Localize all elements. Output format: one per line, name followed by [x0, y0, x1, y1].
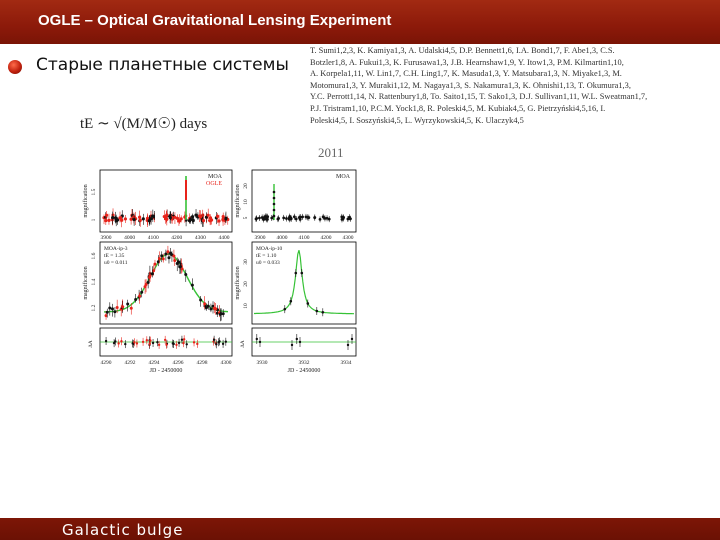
fit-parameter: MOA-ip-3: [104, 246, 128, 252]
data-point: [295, 272, 298, 275]
data-point: [145, 283, 148, 286]
data-point: [218, 340, 220, 342]
data-point: [173, 259, 176, 262]
x-tick-label: 4200: [171, 235, 183, 241]
y-tick-label: 20: [243, 183, 249, 189]
data-point: [265, 215, 268, 218]
legend-ogle: OGLE: [206, 181, 222, 187]
data-point: [316, 310, 319, 313]
data-point: [225, 341, 227, 343]
data-point: [181, 338, 183, 340]
y-axis-label: magnification: [83, 266, 89, 300]
data-point: [106, 311, 109, 314]
x-tick-label: 4100: [147, 235, 159, 241]
data-point: [196, 343, 198, 345]
data-point: [130, 307, 133, 310]
y-tick-label: 1.4: [91, 278, 97, 286]
fit-parameter: MOA-ip-10: [256, 246, 283, 252]
data-point: [158, 344, 160, 346]
data-point: [199, 215, 202, 218]
data-point: [176, 262, 179, 265]
data-point: [149, 274, 152, 277]
data-point: [175, 344, 177, 346]
data-point: [153, 263, 156, 266]
x-tick-label: 3930: [256, 360, 268, 366]
data-point: [114, 216, 117, 219]
data-point: [305, 216, 308, 219]
x-axis-label: JD - 2450000: [287, 368, 321, 374]
data-point: [351, 338, 353, 340]
x-tick-label: 3900: [254, 235, 266, 241]
data-point: [104, 219, 107, 222]
data-point: [164, 253, 167, 256]
data-point: [273, 215, 276, 218]
data-point: [191, 215, 194, 218]
x-tick-label: 4294: [148, 360, 160, 366]
data-point: [349, 217, 352, 220]
data-point: [173, 216, 176, 219]
x-tick-label: 4300: [194, 235, 206, 241]
y-axis-label: magnification: [235, 184, 241, 218]
data-point: [151, 272, 154, 275]
fit-parameter: tE = 1.10: [256, 253, 277, 259]
residual-label: ΔA: [240, 340, 246, 348]
data-point: [156, 341, 158, 343]
data-point: [126, 302, 129, 305]
data-point: [263, 216, 266, 219]
data-point: [216, 215, 219, 218]
data-point: [165, 218, 168, 221]
data-point: [133, 341, 135, 343]
data-point: [217, 219, 220, 222]
data-point: [273, 209, 276, 212]
page-title: OGLE – Optical Gravitational Lensing Experiment: [38, 12, 392, 29]
data-point: [113, 342, 115, 344]
x-tick-label: 3900: [100, 235, 112, 241]
author-line: T. Sumi1,2,3, K. Kamiya1,3, A. Udalski4,5, D.P. Bennett1,6, I.A. Bond1,7, F. Abe1,3, C.S.: [310, 46, 615, 55]
data-point: [319, 218, 322, 221]
y-axis-label: magnification: [83, 184, 89, 218]
data-point: [193, 341, 195, 343]
data-point: [258, 217, 261, 220]
y-tick-label: 10: [243, 199, 249, 205]
data-point: [284, 308, 287, 311]
author-line: P.J. Tristram1,10, P.C.M. Yock1,8, R. Poleski4,5, M. Kubiak4,5, G. Pietrzyński4,5,16, I.: [310, 103, 606, 113]
x-tick-label: 4296: [172, 360, 184, 366]
y-tick-label: 20: [243, 281, 249, 287]
data-point: [328, 218, 331, 221]
data-point: [213, 339, 215, 341]
y-tick-label: 5: [243, 216, 249, 220]
data-point: [313, 216, 316, 219]
data-point: [191, 284, 194, 287]
x-tick-label: 4400: [218, 235, 230, 241]
x-tick-label: 4300: [342, 235, 354, 241]
x-tick-label: 4200: [320, 235, 332, 241]
data-point: [117, 342, 119, 344]
timescale-formula: tE ∼ √(M/M☉) days: [80, 116, 208, 132]
data-point: [158, 257, 161, 260]
x-tick-label: 4100: [298, 235, 310, 241]
gap: [155, 171, 161, 231]
data-point: [213, 307, 216, 310]
data-point: [215, 343, 217, 345]
bullet-icon: [8, 60, 22, 74]
data-point: [221, 218, 224, 221]
data-point: [186, 343, 188, 345]
y-tick-label: 1.6: [91, 252, 97, 260]
data-point: [136, 342, 138, 344]
author-list: [310, 45, 715, 126]
data-point: [205, 306, 208, 309]
y-axis-label: magnification: [235, 266, 241, 300]
data-point: [199, 299, 202, 302]
legend-moa: MOA: [335, 174, 350, 180]
data-point: [194, 213, 197, 216]
x-tick-label: 4290: [100, 360, 112, 366]
data-point: [347, 344, 349, 346]
data-point: [301, 216, 304, 219]
data-point: [140, 291, 143, 294]
data-point: [169, 216, 172, 219]
data-point: [105, 340, 107, 342]
data-point: [255, 217, 258, 220]
data-point: [149, 343, 151, 345]
author-line: Poleski4,5, I. Soszyński4,5, L. Wyrzykowski4,5, K. Ulaczyk4,5: [310, 115, 524, 125]
x-tick-label: 3934: [340, 360, 352, 366]
x-axis-label: JD - 2450000: [149, 368, 183, 374]
data-point: [121, 305, 124, 308]
data-point: [203, 302, 206, 305]
residual-label: ΔA: [88, 340, 94, 348]
data-point: [307, 302, 310, 305]
data-point: [207, 214, 210, 217]
data-point: [285, 217, 288, 220]
fit-parameter: u0 = 0.033: [256, 260, 280, 266]
author-line: Y.C. Perrott1,14, N. Rattenbury1,8, To. Saito1,15, T. Sako1,3, D.J. Sullivan1,11, W.L. Sweatman1,7,: [310, 92, 648, 102]
data-point: [120, 340, 122, 342]
data-point: [299, 218, 302, 221]
data-point: [295, 218, 298, 221]
data-point: [222, 343, 224, 345]
data-point: [288, 215, 291, 218]
data-point: [124, 343, 126, 345]
data-point: [124, 217, 127, 220]
publication-year: 2011: [318, 145, 344, 160]
data-point: [296, 338, 298, 340]
data-point: [138, 216, 141, 219]
data-point: [142, 217, 145, 220]
data-point: [107, 219, 110, 222]
data-point: [116, 306, 119, 309]
data-point: [341, 218, 344, 221]
data-point: [202, 219, 205, 222]
slide-subtitle: Старые планетные системы: [36, 55, 289, 75]
footer-bar: [0, 518, 720, 540]
data-point: [118, 216, 121, 219]
author-line: A. Korpela1,11, W. Lin1,7, C.H. Ling1,7, K. Masuda1,3, Y. Matsubara1,3, N. Miyake1,3, M.: [310, 69, 622, 79]
x-tick-label: 4292: [124, 360, 136, 366]
data-point: [209, 308, 212, 311]
fit-parameter: u0 = 0.011: [104, 260, 128, 266]
data-point: [182, 342, 184, 344]
data-point: [180, 217, 183, 220]
y-tick-label: 10: [243, 303, 249, 309]
x-tick-label: 4000: [124, 235, 136, 241]
data-point: [293, 215, 296, 218]
author-line: Motomura1,3, Y. Muraki1,12, M. Nagaya1,3, S. Nakamura1,3, K. Ohnishi1,13, T. Okumura1,3,: [310, 80, 631, 90]
author-line: Botzler1,8, A. Fukui1,3, K. Furusawa1,3, J.B. Hearnshaw1,9, Y. Itow1,3, P.M. Kilmartin1,10,: [310, 57, 624, 67]
data-point: [164, 339, 166, 341]
data-point: [290, 300, 293, 303]
y-tick-label: 1.5: [91, 188, 97, 196]
data-point: [273, 197, 276, 200]
data-point: [282, 216, 285, 219]
y-tick-label: 1: [91, 218, 97, 222]
footer-label: Galactic bulge: [62, 521, 184, 539]
data-point: [291, 344, 293, 346]
data-point: [113, 310, 116, 313]
data-point: [299, 341, 301, 343]
data-point: [162, 257, 165, 260]
data-point: [256, 338, 258, 340]
data-point: [301, 272, 304, 275]
data-point: [166, 250, 169, 253]
data-point: [209, 219, 212, 222]
data-point: [273, 191, 276, 194]
data-point: [178, 342, 180, 344]
data-point: [134, 298, 137, 301]
data-point: [322, 311, 325, 314]
fit-parameter: tE = 1.35: [104, 253, 125, 259]
x-tick-label: 4298: [196, 360, 208, 366]
data-point: [277, 217, 280, 220]
data-point: [222, 215, 225, 218]
data-point: [167, 256, 170, 259]
data-point: [142, 341, 144, 343]
data-point: [138, 295, 141, 298]
data-point: [139, 219, 142, 222]
data-point: [146, 339, 148, 341]
data-point: [163, 215, 166, 218]
data-point: [111, 216, 114, 219]
data-point: [179, 265, 182, 268]
title-bar: [0, 0, 720, 44]
data-point: [192, 219, 195, 222]
data-point: [172, 342, 174, 344]
data-point: [273, 203, 276, 206]
y-tick-label: 1.2: [91, 304, 97, 312]
x-tick-label: 4000: [276, 235, 288, 241]
light-curve-figure: [78, 160, 358, 385]
legend-moa: MOA: [207, 174, 222, 180]
data-point: [108, 307, 111, 310]
data-point: [259, 341, 261, 343]
x-tick-label: 3932: [298, 360, 310, 366]
data-point: [133, 218, 136, 221]
data-point: [148, 219, 151, 222]
data-point: [165, 344, 167, 346]
data-point: [324, 217, 327, 220]
data-point: [152, 342, 154, 344]
data-point: [160, 254, 163, 257]
data-point: [220, 312, 223, 315]
data-point: [111, 307, 114, 310]
data-point: [105, 214, 108, 217]
x-tick-label: 4300: [220, 360, 232, 366]
data-point: [184, 273, 187, 276]
data-point: [224, 217, 227, 220]
y-tick-label: 30: [243, 259, 249, 265]
